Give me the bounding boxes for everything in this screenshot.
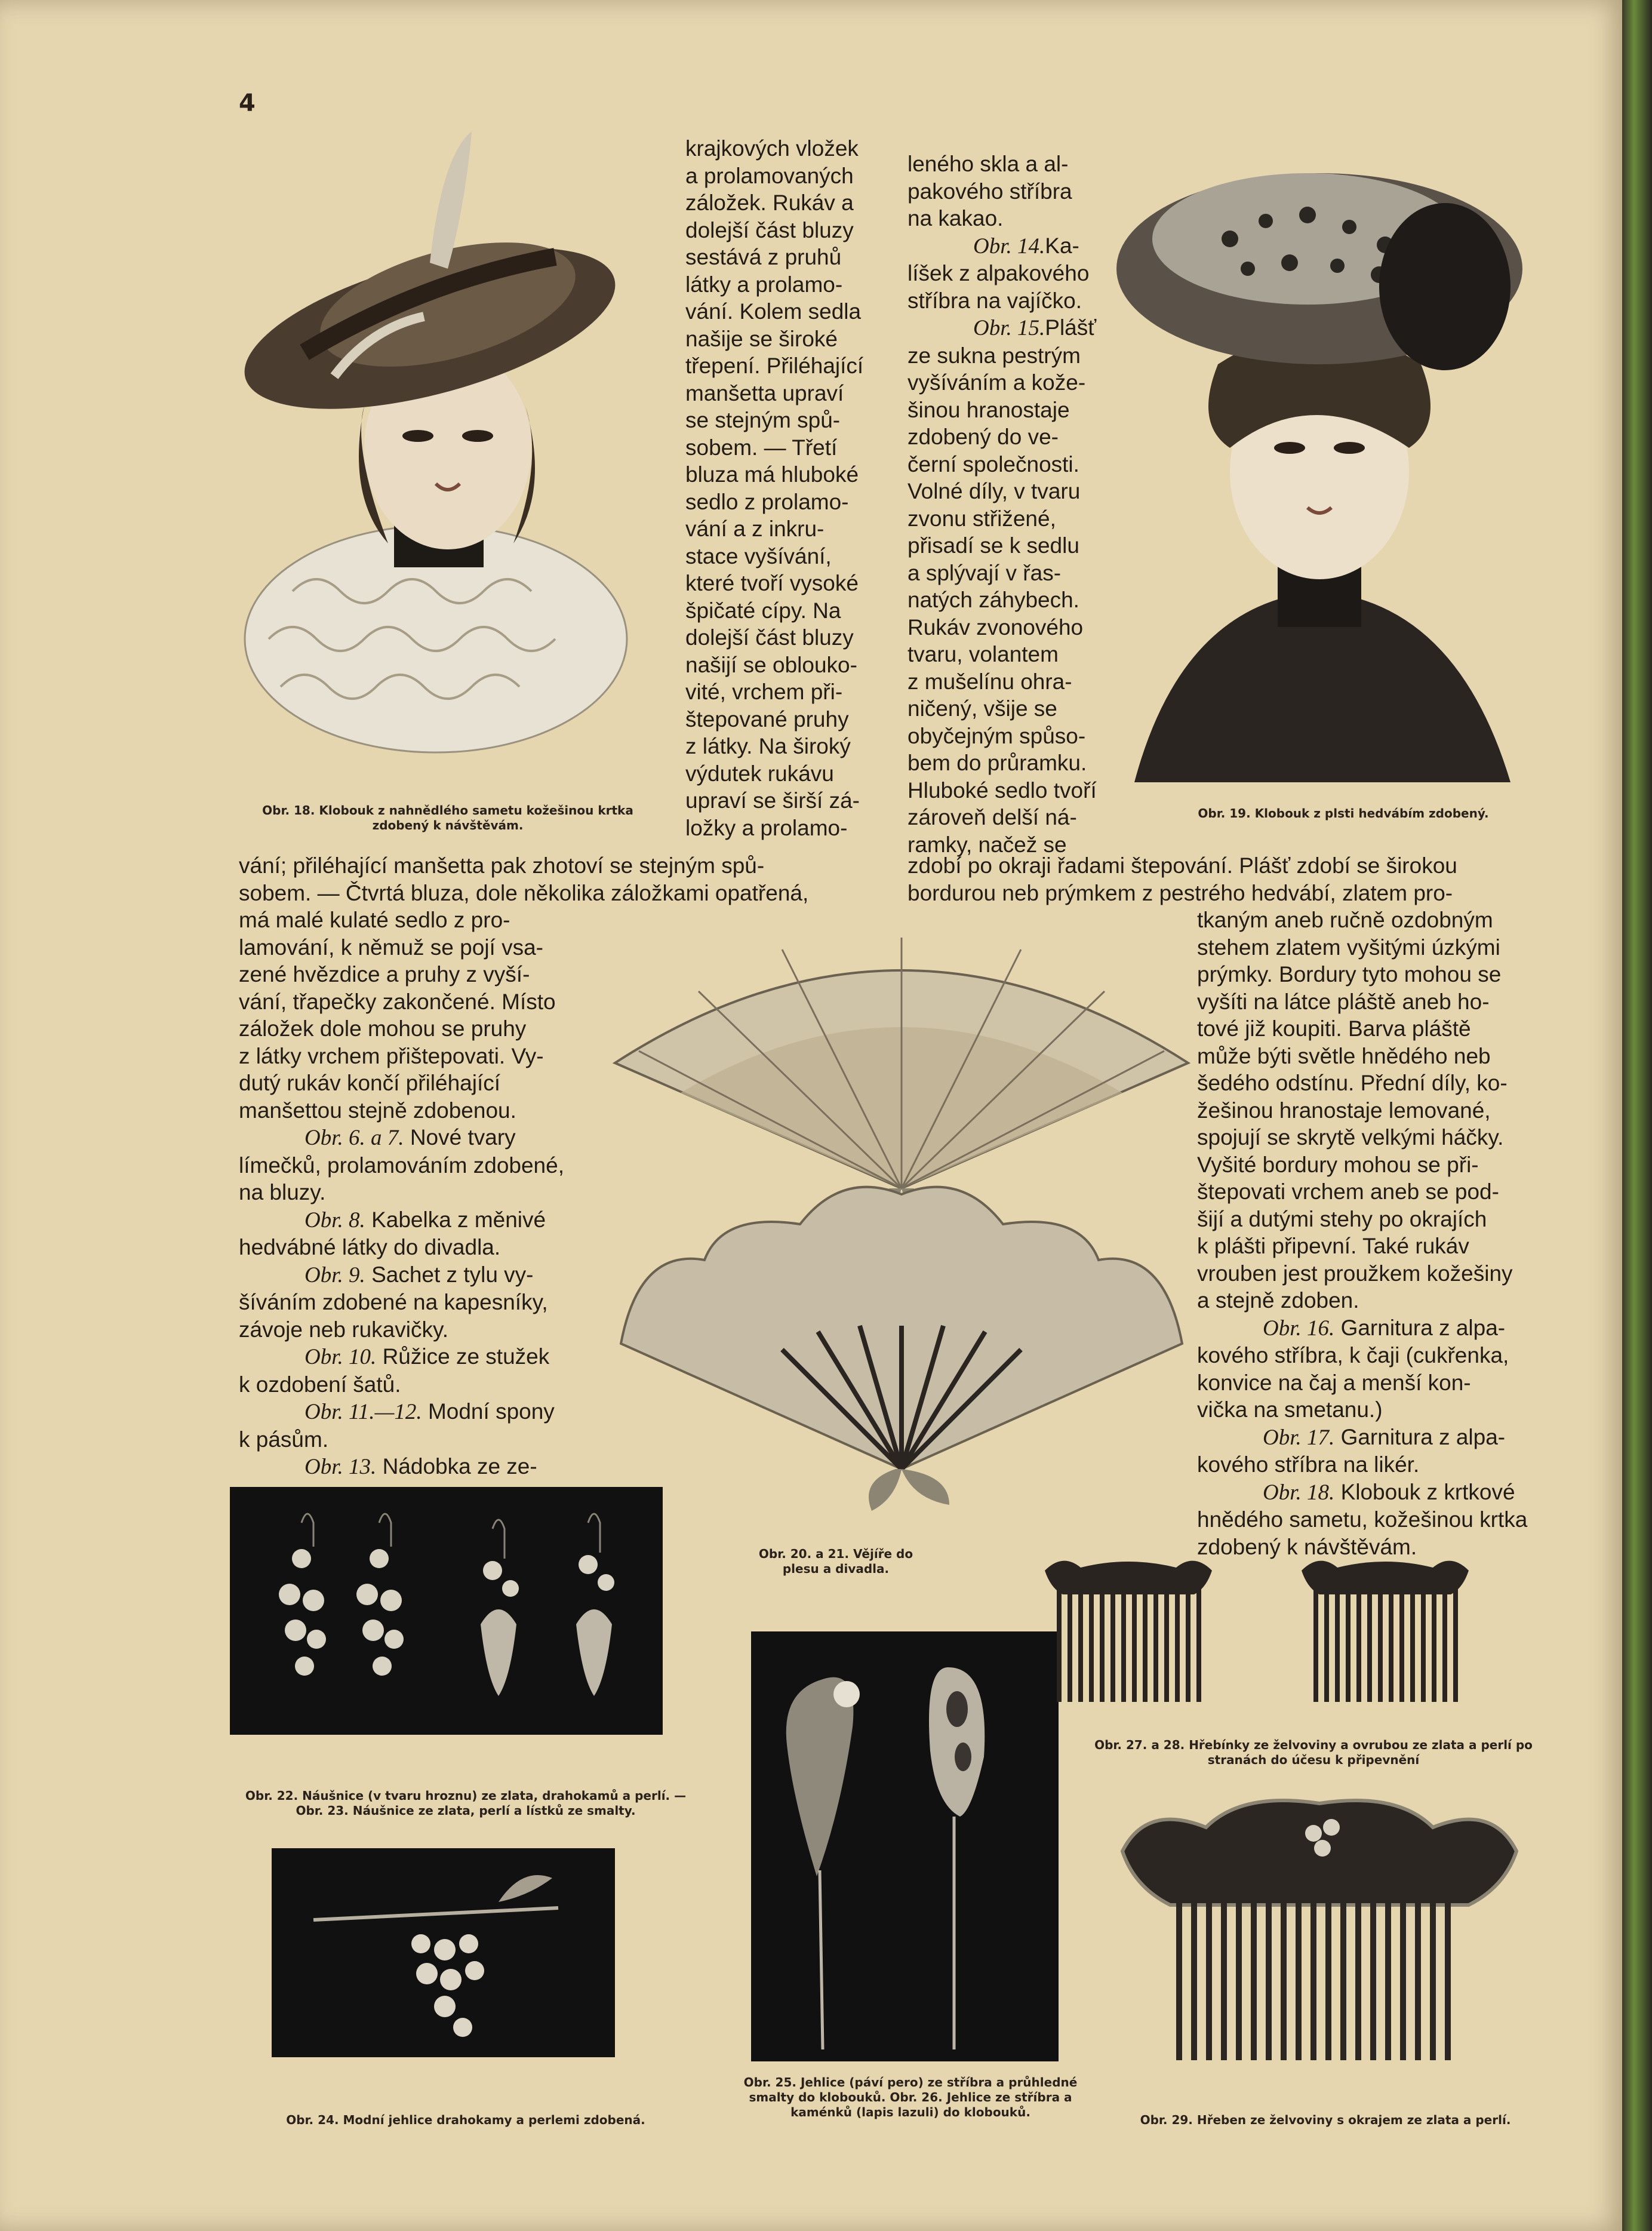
- illustration-fig20-21-fans: [603, 914, 1200, 1523]
- caption-fig24: Obr. 24. Modní jehlice drahokamy a perlemi zdobená.: [286, 2113, 645, 2127]
- caption-fig27-28: Obr. 27. a 28. Hřebínky ze želvoviny a ovrubou ze zlata a perlí po stranách do účesu k připevnění: [1094, 1738, 1533, 1767]
- illustration-fig19-hat: [1110, 149, 1528, 788]
- text-column-right-top: leného skla a al- pakového stříbra na kakao. Obr. 14.Ka- líšek z alpakového stříbra na vajíčko. Obr. 15.Plášť ze sukna pestrým vyšíváním a kože- šinou hranostaje zdobený do ve- černí společnosti. Volné díly, v tvaru zvonu střižené, přisadí se k sedlu a splývají v řas- natých záhybech. Rukáv zvonového tvaru, volantem z mušelínu ohra- ničený, všije se obyčejným spůso- bem do průramku. Hluboké sedlo tvoří zároveň delší ná- ramky, načež se: [907, 152, 1097, 857]
- text-column-left-mid: má malé kulaté sedlo z pro- lamování, k němuž se pojí vsa- zené hvězdice a pruhy z vyší- vání, třapečky zakončené. Místo záložek dole mohou se pruhy z látky vrchem přištepovati. Vy- dutý rukáv končí přiléhající manšettou stejně zdobenou. Obr. 6. a 7. Nové tvary límečků, prolamováním zdobené, na bluzy. Obr. 8. Kabelka z měnivé hedvábné látky do divadla. Obr. 9. Sachet z tylu vy- šíváním zdobené na kapesníky, závoje neb rukavičky. Obr. 10. Růžice ze stužek k ozdobení šatů. Obr. 11.—12. Modní spony k pásům. Obr. 13. Nádobka ze ze-: [239, 908, 564, 1479]
- photo-fig24-brooch: [272, 1848, 615, 2057]
- photo-fig22-23-earrings: [230, 1487, 663, 1735]
- caption-fig20-21: Obr. 20. a 21. Vějíře do plesu a divadla.: [758, 1547, 913, 1576]
- caption-fig29: Obr. 29. Hřeben ze želvoviny s okrajem ze zlata a perlí.: [1140, 2113, 1511, 2127]
- fig-ref-15: Obr. 15.: [973, 316, 1045, 340]
- illustration-fig27-28-combs: [1039, 1553, 1528, 1714]
- caption-fig25-26: Obr. 25. Jehlice (páví pero) ze stříbra a průhledné smalty do klobouků. Obr. 26. Jehlice ze stříbra a kaménků (lapis lazuli) do klobouků.: [743, 2075, 1078, 2119]
- text-wide-right: zdobí po okraji řadami štepování. Plášť zdobí se širokou bordurou neb prýmkem z pestrého hedvábí, zlatem pro-: [907, 853, 1457, 905]
- fig-ref-14: Obr. 14.: [973, 233, 1045, 259]
- illustration-fig29-comb: [1110, 1791, 1528, 2066]
- photo-fig25-26-hatpins: [751, 1631, 1059, 2061]
- text-column-right-mid: tkaným aneb ručně ozdobným stehem zlatem vyšitými úzkými prýmky. Bordury tyto mohou se vyšíti na látce pláště aneb ho- tové již koupiti. Barva pláště může býti světle hnědého neb šedého odstínu. Přední díly, ko- žešinou hranostaje lemované, spojují se skrytě velkými háčky. Vyšité bordury mohou se při- štepovati vrchem aneb se pod- šijí a dutými stehy po okrajích k plášti připevní. Také rukáv vrouben jest proužkem kožešiny a stejně zdoben. Obr. 16. Garnitura z alpa- kového stříbra, k čaji (cukřenka, konvice na čaj a menší kon- vička na smetanu.) Obr. 17. Garnitura z alpa- kového stříbra na likér. Obr. 18. Klobouk z krtkové hnědého sametu, kožešinou krtka zdobený k návštěvám.: [1197, 908, 1528, 1559]
- page-number: 4: [239, 90, 256, 117]
- text-wide-left: vání; přiléhající manšetta pak zhotoví se stejným spů- sobem. — Čtvrtá bluza, dole několika záložkami opatřená,: [239, 853, 809, 905]
- illustration-fig18-hat: [233, 125, 639, 770]
- text-column-middle-top: krajkových vložek a prolamovaných záložek. Rukáv a dolejší část bluzy sestává z pruhů látky a prolamo- vání. Kolem sedla našije se široké třepení. Přiléhající manšetta upraví se stejným spů- sobem. — Třetí bluza má hluboké sedlo z prolamo- vání a z inkru- stace vyšívání, které tvoří vysoké špičaté cípy. Na dolejší část bluzy našijí se oblouko- vité, vrchem při- štepované pruhy z látky. Na široký výdutek rukávu upraví se širší zá- ložky a prolamo-: [685, 136, 864, 840]
- caption-fig22-23: Obr. 22. Náušnice (v tvaru hroznu) ze zlata, drahokamů a perlí. — Obr. 23. Náušnice ze zlata, perlí a lístků ze smalty.: [245, 1789, 687, 1818]
- book-edge: [1622, 0, 1652, 2231]
- caption-fig19: Obr. 19. Klobouk z plsti hedvábím zdobený.: [1198, 806, 1489, 821]
- caption-fig18: Obr. 18. Klobouk z nahnědlého sametu kožešinou krtka zdobený k návštěvám.: [262, 803, 633, 832]
